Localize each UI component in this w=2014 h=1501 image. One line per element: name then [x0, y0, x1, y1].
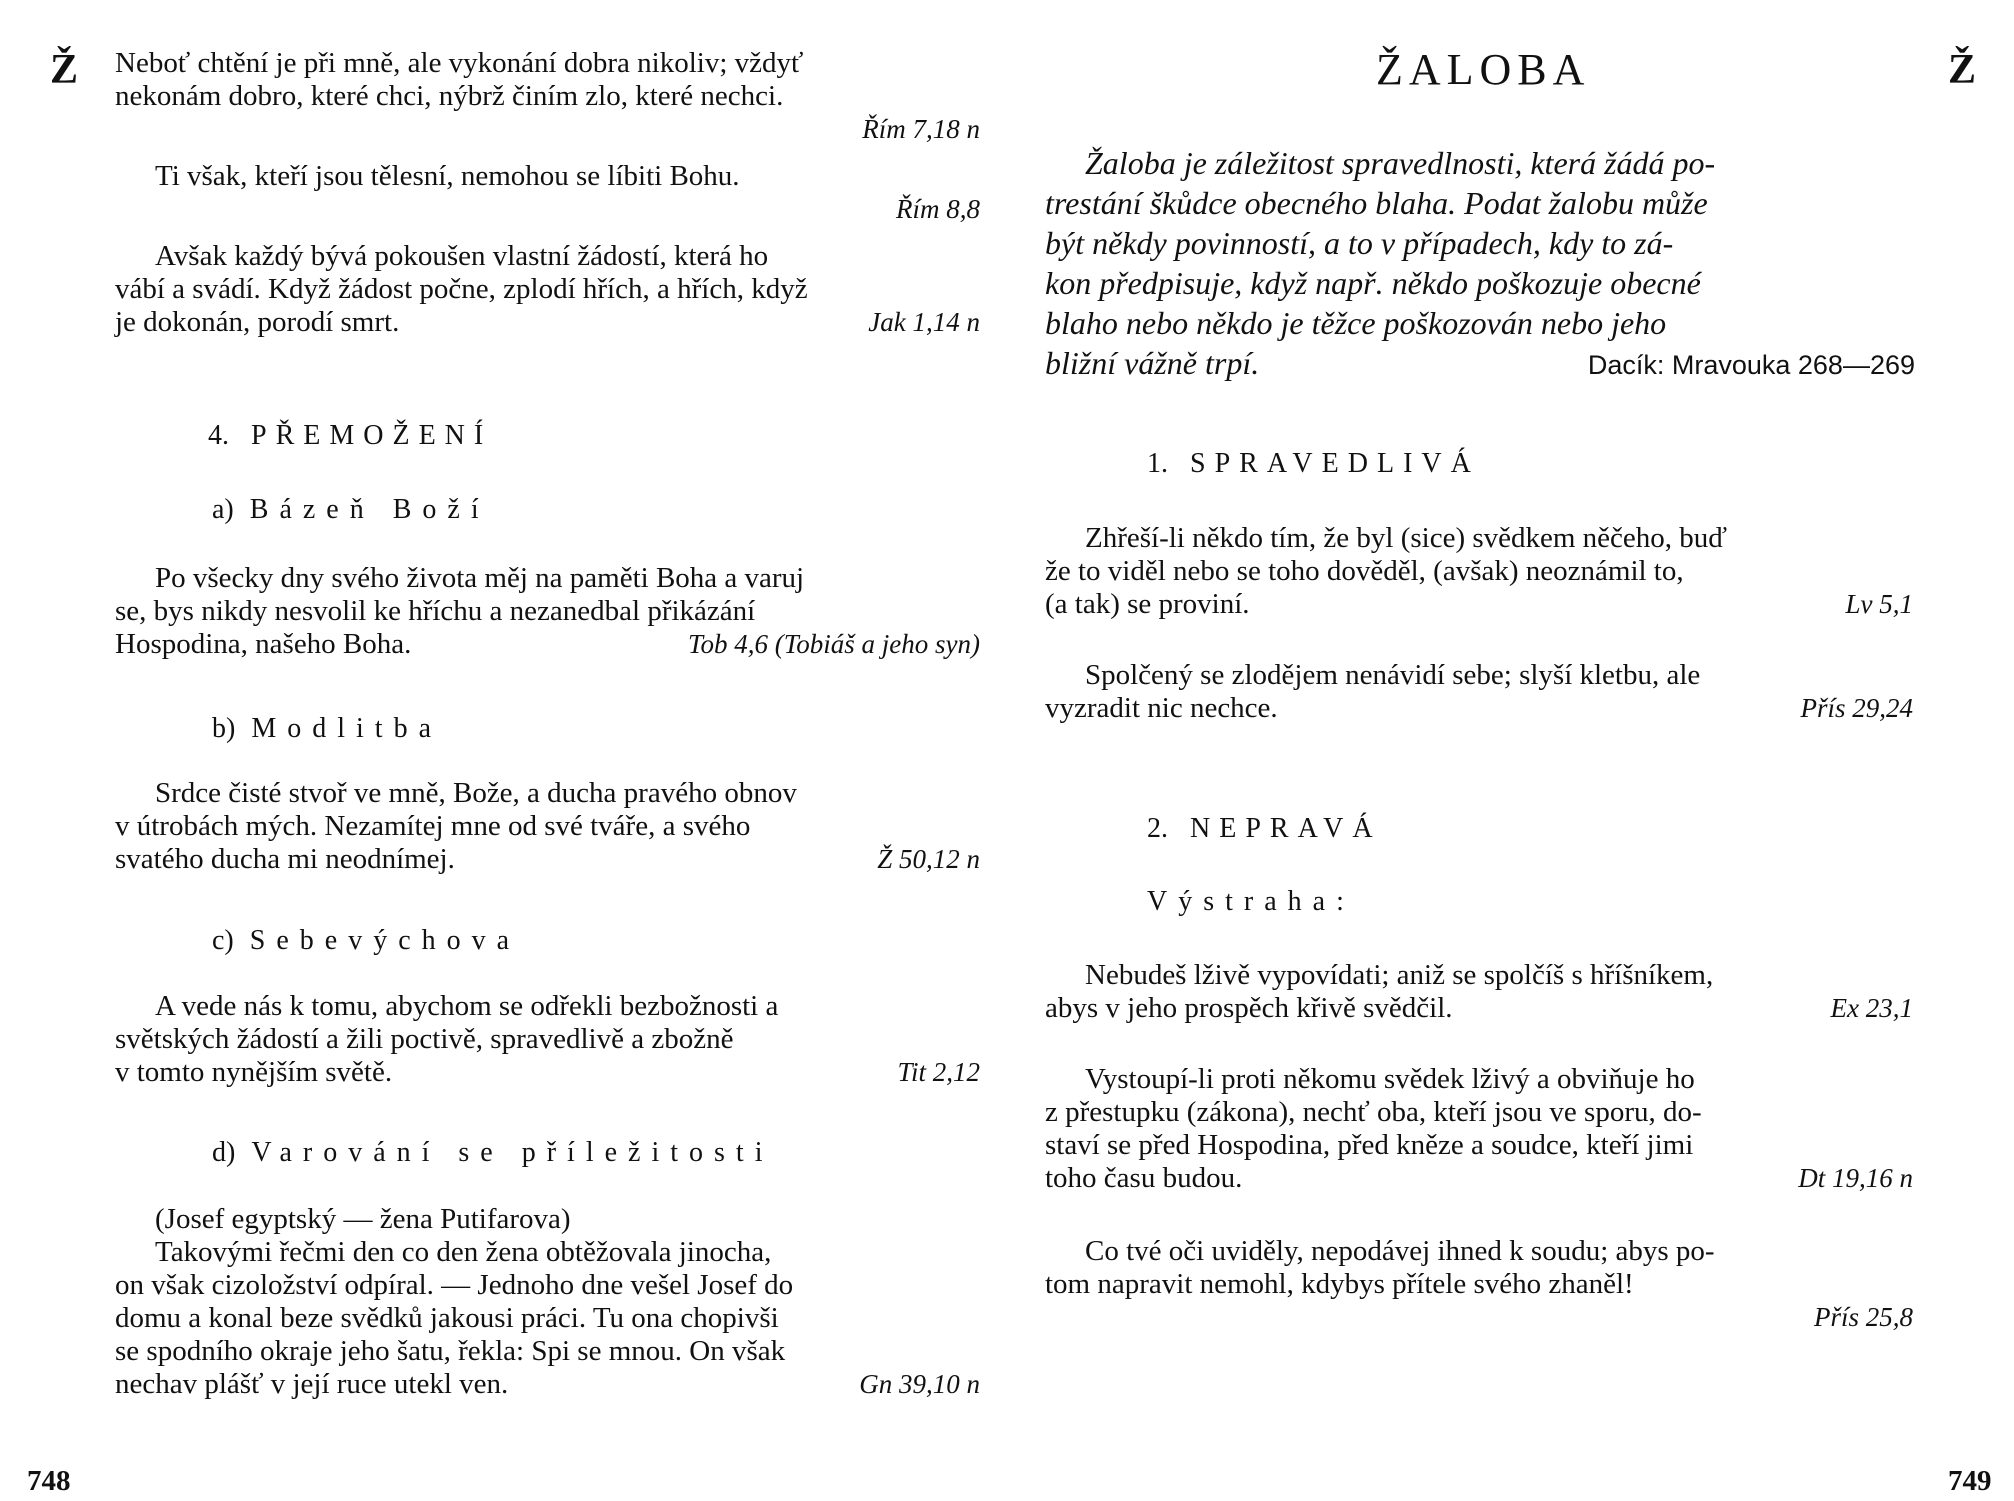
text-line	[115, 1368, 980, 1401]
text-line	[115, 1023, 980, 1056]
text-span: světských žádostí a žili poctivě, spravedlivě a zbožně	[115, 1023, 734, 1055]
subsection-letter: d)	[212, 1137, 236, 1168]
text-line	[115, 810, 980, 843]
intro-reference: Dacík: Mravouka 268—269	[1587, 350, 1915, 380]
text-line	[115, 1335, 980, 1368]
text-line	[1045, 1235, 1913, 1268]
quote-block	[115, 160, 980, 226]
subsection-title: Varování se příležitosti	[251, 1137, 774, 1168]
section-heading	[208, 420, 492, 452]
text-span: Avšak každý bývá pokoušen vlastní žádostí, která ho	[155, 240, 769, 272]
text-line	[1045, 588, 1913, 621]
verse-reference: Tit 2,12	[897, 1057, 980, 1087]
text-span: vyzradit nic nechce.	[1045, 692, 1278, 724]
text-span: bližní vážně trpí.	[1045, 345, 1260, 381]
text-line	[1045, 223, 1915, 263]
text-span: že to viděl nebo se toho dověděl, (avšak) neoznámil to,	[1045, 555, 1684, 587]
text-line	[1045, 959, 1913, 992]
warning-heading: Výstraha:	[1147, 886, 1355, 917]
quote-block	[115, 990, 980, 1089]
subsection-heading	[212, 713, 442, 745]
verse-reference: Dt 19,16 n	[1798, 1163, 1913, 1193]
text-line	[115, 273, 980, 306]
quote-block	[115, 777, 980, 876]
text-line	[1045, 1162, 1913, 1195]
text-span: tom napravit nemohl, kdybys přítele svého zhaněl!	[1045, 1268, 1634, 1300]
subsection-heading	[212, 494, 490, 526]
verse-reference: Tob 4,6 (Tobiáš a jeho syn)	[687, 629, 980, 659]
text-span: Po všecky dny svého života měj na paměti Boha a varuj	[155, 562, 805, 594]
text-line	[1045, 659, 1913, 692]
quote-block	[1045, 959, 1913, 1025]
text-span: Spolčený se zlodějem nenávidí sebe; slyší kletbu, ale	[1085, 659, 1701, 691]
verse-reference: Řím 7,18 n	[862, 114, 980, 144]
text-line	[1045, 692, 1913, 725]
text-span: se, bys nikdy nesvolil ke hříchu a nezanedbal přikázání	[115, 595, 756, 627]
subsection-letter: a)	[212, 494, 234, 525]
text-line	[115, 843, 980, 876]
quote-block	[1045, 522, 1913, 621]
text-span: se spodního okraje jeho šatu, řekla: Spi se mnou. On však	[115, 1335, 786, 1367]
subsection-title: Sebevýchova	[249, 925, 521, 956]
text-span: trestání škůdce obecného blaha. Podat žalobu může	[1045, 185, 1708, 221]
text-line	[115, 1269, 980, 1302]
verse-reference: Gn 39,10 n	[859, 1369, 980, 1399]
section-heading	[1147, 448, 1480, 480]
quote-block	[115, 562, 980, 661]
text-line	[1045, 1268, 1913, 1301]
text-line	[115, 80, 980, 113]
text-span: (Josef egyptský — žena Putifarova)	[155, 1203, 571, 1235]
text-line	[1045, 522, 1913, 555]
text-span: nechav plášť v její ruce utekl ven.	[115, 1368, 509, 1400]
text-line	[115, 306, 980, 339]
text-line	[1045, 263, 1915, 303]
text-line	[115, 1203, 980, 1236]
page-number: 748	[27, 1465, 71, 1497]
text-span: Co tvé oči uviděly, nepodávej ihned k soudu; abys po-	[1085, 1235, 1715, 1267]
verse-reference: Ž 50,12 n	[877, 844, 980, 874]
text-span: nekonám dobro, které chci, nýbrž činím zlo, které nechci.	[115, 80, 784, 112]
text-span: Srdce čisté stvoř ve mně, Bože, a ducha pravého obnov	[155, 777, 797, 809]
quote-block	[115, 240, 980, 339]
text-line	[1045, 1129, 1913, 1162]
section-number: 1.	[1147, 448, 1168, 479]
text-span: abys v jeho prospěch křivě svědčil.	[1045, 992, 1453, 1024]
section-heading	[1147, 813, 1382, 845]
section-number: 4.	[208, 420, 229, 451]
text-span: (a tak) se proviní.	[1045, 588, 1250, 620]
text-span: Žaloba je záležitost spravedlnosti, která žádá po-	[1085, 145, 1716, 181]
text-span: Hospodina, našeho Boha.	[115, 628, 412, 660]
intro-paragraph	[1045, 143, 1915, 385]
text-span: v tomto nynějším světě.	[115, 1056, 393, 1088]
text-line	[1045, 183, 1915, 223]
thumb-index-letter: Ž	[1948, 47, 1977, 93]
text-line	[1045, 143, 1915, 183]
text-line	[115, 777, 980, 810]
text-span: domu a konal beze svědků jakousi práci. Tu ona chopivši	[115, 1302, 779, 1334]
verse-reference: Řím 8,8	[896, 194, 980, 224]
verse-reference: Přís 29,24	[1800, 693, 1913, 723]
verse-reference: Ex 23,1	[1830, 993, 1913, 1023]
subsection-title: Bázeň Boží	[249, 494, 490, 525]
text-span: on však cizoložství odpíral. — Jednoho dne vešel Josef do	[115, 1269, 794, 1301]
text-line	[115, 160, 980, 193]
text-span: Nebudeš lživě vypovídati; aniž se spolčíš s hříšníkem,	[1085, 959, 1714, 991]
text-span: Vystoupí-li proti někomu svědek lživý a obviňuje ho	[1085, 1063, 1695, 1095]
quote-block	[1045, 659, 1913, 725]
quote-block	[115, 47, 980, 146]
text-line	[115, 562, 980, 595]
text-span: vábí a svádí. Když žádost počne, zplodí hřích, a hřích, když	[115, 273, 808, 305]
section-title: PŘEMOŽENÍ	[251, 420, 493, 451]
text-span: v útrobách mých. Nezamítej mne od své tváře, a svého	[115, 810, 751, 842]
text-span: blaho nebo někdo je těžce poškozován nebo jeho	[1045, 305, 1667, 341]
text-line	[1045, 343, 1915, 385]
text-line	[115, 990, 980, 1023]
page-title: ŽALOBA	[1376, 45, 1591, 94]
text-line	[1045, 555, 1913, 588]
text-span: je dokonán, porodí smrt.	[115, 306, 400, 338]
text-line	[1045, 303, 1915, 343]
text-span: Takovými řečmi den co den žena obtěžovala jinocha,	[155, 1236, 772, 1268]
verse-reference: Přís 25,8	[1813, 1302, 1913, 1332]
verse-reference: Lv 5,1	[1845, 589, 1913, 619]
subsection-letter: b)	[212, 713, 236, 744]
subsection-heading	[212, 1137, 773, 1169]
text-span: staví se před Hospodina, před kněze a soudce, kteří jimi	[1045, 1129, 1694, 1161]
text-line	[115, 628, 980, 661]
quote-block	[1045, 1063, 1913, 1195]
text-line	[1045, 1063, 1913, 1096]
text-span: Ti však, kteří jsou tělesní, nemohou se líbiti Bohu.	[155, 160, 740, 192]
section-title: NEPRAVÁ	[1190, 813, 1382, 844]
text-line	[115, 240, 980, 273]
page-number: 749	[1948, 1465, 1992, 1497]
text-span: kon předpisuje, když např. někdo poškozuje obecné	[1045, 265, 1701, 301]
subsection-letter: c)	[212, 925, 234, 956]
text-span: Zhřeší-li někdo tím, že byl (sice) svědkem něčeho, buď	[1085, 522, 1728, 554]
text-line	[1045, 1096, 1913, 1129]
text-line	[115, 1236, 980, 1269]
text-line	[115, 47, 980, 80]
text-line	[115, 595, 980, 628]
subsection-title: Modlitba	[251, 713, 442, 744]
text-span: být někdy povinností, a to v případech, kdy to zá-	[1045, 225, 1674, 261]
thumb-index-letter: Ž	[50, 47, 79, 93]
text-span: svatého ducha mi neodnímej.	[115, 843, 455, 875]
text-span: Neboť chtění je při mně, ale vykonání dobra nikoliv; vždyť	[115, 47, 804, 79]
verse-reference: Jak 1,14 n	[868, 307, 980, 337]
section-title: SPRAVEDLIVÁ	[1190, 448, 1480, 479]
subsection-heading	[212, 925, 520, 957]
text-line	[1045, 992, 1913, 1025]
text-span: toho času budou.	[1045, 1162, 1243, 1194]
text-line	[115, 1302, 980, 1335]
quote-block	[1045, 1235, 1913, 1334]
text-span: z přestupku (zákona), nechť oba, kteří jsou ve sporu, do-	[1045, 1096, 1702, 1128]
text-span: A vede nás k tomu, abychom se odřekli bezbožnosti a	[155, 990, 779, 1022]
section-number: 2.	[1147, 813, 1168, 844]
text-line	[115, 1056, 980, 1089]
quote-block	[115, 1203, 980, 1401]
